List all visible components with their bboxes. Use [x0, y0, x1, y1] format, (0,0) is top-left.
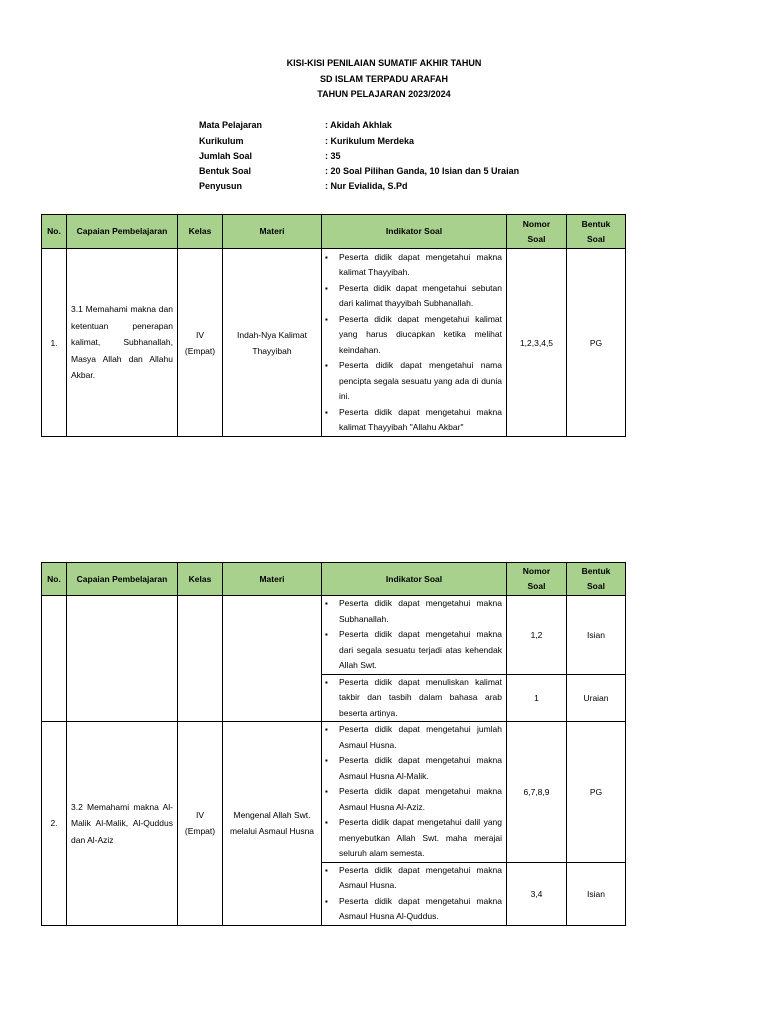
indikator-item: ▪ Peserta didik dapat mengetahui makna Asmaul Husna Al-Aziz.	[322, 784, 502, 815]
row-nomor-soal: 1	[507, 674, 567, 722]
col-nomor-line2: Soal	[527, 581, 546, 591]
meta-label: Mata Pelajaran	[199, 120, 263, 130]
indikator-item: ▪ Peserta didik dapat mengetahui nama pencipta segala sesuatu yang ada di dunia ini.	[322, 358, 502, 405]
table-row	[42, 249, 626, 437]
row-materi	[223, 249, 322, 437]
row-capaian-empty	[67, 596, 178, 722]
row-no: 1.	[42, 249, 67, 437]
kelas-line1: IV	[195, 329, 205, 340]
col-kelas: Kelas	[178, 215, 223, 249]
doc-title: KISI-KISI PENILAIAN SUMATIF AKHIR TAHUN	[286, 58, 482, 68]
row-capaian: 3.1 Memahami makna dan ketentuan penerapan kalimat, Subhanallah, Masya Allah dan Allahu Akbar.	[67, 249, 178, 437]
row-nomor-soal: 3,4	[507, 862, 567, 925]
kisi-table-2	[41, 562, 626, 926]
materi-line2: Thayyibah	[252, 345, 292, 356]
meta-label: Penyusun	[199, 181, 243, 191]
col-no: No.	[42, 563, 67, 596]
indikator-item: ▪ Peserta didik dapat mengetahui makna Asmaul Husna.	[322, 863, 502, 894]
row-indikator	[322, 674, 507, 722]
col-nomor-line1: Nomor	[522, 566, 551, 576]
col-materi: Materi	[223, 563, 322, 596]
indikator-item: ▪ Peserta didik dapat mengetahui sebutan dari kalimat thayyibah Subhanallah.	[322, 281, 502, 312]
col-bentuk-soal	[567, 215, 626, 249]
col-nomor-soal	[507, 563, 567, 596]
col-capaian: Capaian Pembelajaran	[67, 215, 178, 249]
meta-label: Kurikulum	[199, 136, 244, 146]
row-indikator	[322, 722, 507, 863]
col-indikator: Indikator Soal	[322, 215, 507, 249]
meta-value: : 20 Soal Pilihan Ganda, 10 Isian dan 5 Uraian	[325, 166, 520, 176]
row-capaian: 3.2 Memahami makna Al-Malik Al-Malik, Al-Quddus dan Al-Aziz	[67, 722, 178, 926]
col-nomor-line2: Soal	[527, 233, 546, 244]
row-no: 2.	[42, 722, 67, 926]
row-nomor-soal: 1,2	[507, 596, 567, 675]
academic-year: TAHUN PELAJARAN 2023/2024	[317, 89, 451, 99]
col-kelas: Kelas	[178, 563, 223, 596]
col-bentuk-line1: Bentuk	[581, 218, 611, 229]
row-nomor-soal: 1,2,3,4,5	[507, 249, 567, 437]
col-indikator: Indikator Soal	[322, 563, 507, 596]
indikator-item: ▪ Peserta didik dapat mengetahui jumlah Asmaul Husna.	[322, 722, 502, 753]
row-nomor-soal: 6,7,8,9	[507, 722, 567, 863]
meta-value: : Kurikulum Merdeka	[325, 136, 415, 146]
meta-value: : Nur Evialida, S.Pd	[325, 181, 408, 191]
col-bentuk-soal	[567, 563, 626, 596]
row-kelas-empty	[178, 596, 223, 722]
indikator-item: ▪ Peserta didik dapat mengetahui kalimat yang harus diucapkan ketika melihat keindahan.	[322, 312, 502, 359]
meta-label: Jumlah Soal	[199, 151, 253, 161]
col-nomor-line1: Nomor	[522, 218, 551, 229]
indikator-item: ▪ Peserta didik dapat mengetahui makna Asmaul Husna Al-Quddus.	[322, 894, 502, 925]
table-header-row	[42, 563, 626, 596]
col-materi: Materi	[223, 215, 322, 249]
kisi-table-1	[41, 214, 626, 437]
table-header-row	[42, 215, 626, 249]
table-row	[42, 596, 626, 675]
col-no: No.	[42, 215, 67, 249]
row-bentuk-soal: PG	[567, 722, 626, 863]
meta-label: Bentuk Soal	[199, 166, 252, 176]
materi-line1: Mengenal Allah Swt.	[233, 810, 311, 821]
row-bentuk-soal: Isian	[567, 862, 626, 925]
row-bentuk-soal: PG	[567, 249, 626, 437]
school-name: SD ISLAM TERPADU ARAFAH	[320, 74, 448, 84]
row-indikator	[322, 596, 507, 675]
indikator-item: ▪ Peserta didik dapat mengetahui makna kalimat Thayyibah "Allahu Akbar"	[322, 405, 502, 436]
indikator-item: ▪ Peserta didik dapat mengetahui makna kalimat Thayyibah.	[322, 250, 502, 281]
row-bentuk-soal: Uraian	[567, 674, 626, 722]
indikator-item: ▪ Peserta didik dapat menuliskan kalimat takbir dan tasbih dalam bahasa arab beserta artinya.	[322, 675, 502, 722]
col-capaian: Capaian Pembelajaran	[67, 563, 178, 596]
row-indikator	[322, 249, 507, 437]
indikator-item: ▪ Peserta didik dapat mengetahui makna Asmaul Husna Al-Malik.	[322, 753, 502, 784]
row-materi-empty	[223, 596, 322, 722]
row-kelas	[178, 722, 223, 926]
col-bentuk-line2: Soal	[587, 233, 605, 244]
materi-line2: melalui Asmaul Husna	[229, 826, 315, 837]
col-nomor-soal	[507, 215, 567, 249]
kelas-line1: IV	[195, 810, 205, 821]
meta-value: : 35	[325, 151, 341, 161]
row-bentuk-soal: Isian	[567, 596, 626, 675]
col-bentuk-line1: Bentuk	[581, 566, 611, 576]
kelas-line2: (Empat)	[184, 826, 216, 837]
row-no-empty	[42, 596, 67, 722]
kelas-line2: (Empat)	[184, 345, 216, 356]
indikator-item: ▪ Peserta didik dapat mengetahui makna Subhanallah.	[322, 596, 502, 627]
row-kelas	[178, 249, 223, 437]
col-bentuk-line2: Soal	[587, 581, 605, 591]
meta-value: : Akidah Akhlak	[325, 120, 392, 130]
table-row	[42, 722, 626, 863]
materi-line1: Indah-Nya Kalimat	[237, 329, 307, 340]
row-indikator	[322, 862, 507, 925]
indikator-item: ▪ Peserta didik dapat mengetahui dalil yang menyebutkan Allah Swt. maha merajai seluruh alam semesta.	[322, 815, 502, 862]
row-materi	[223, 722, 322, 926]
indikator-item: ▪ Peserta didik dapat mengetahui makna dari segala sesuatu terjadi atas kehendak Allah Swt.	[322, 627, 502, 674]
